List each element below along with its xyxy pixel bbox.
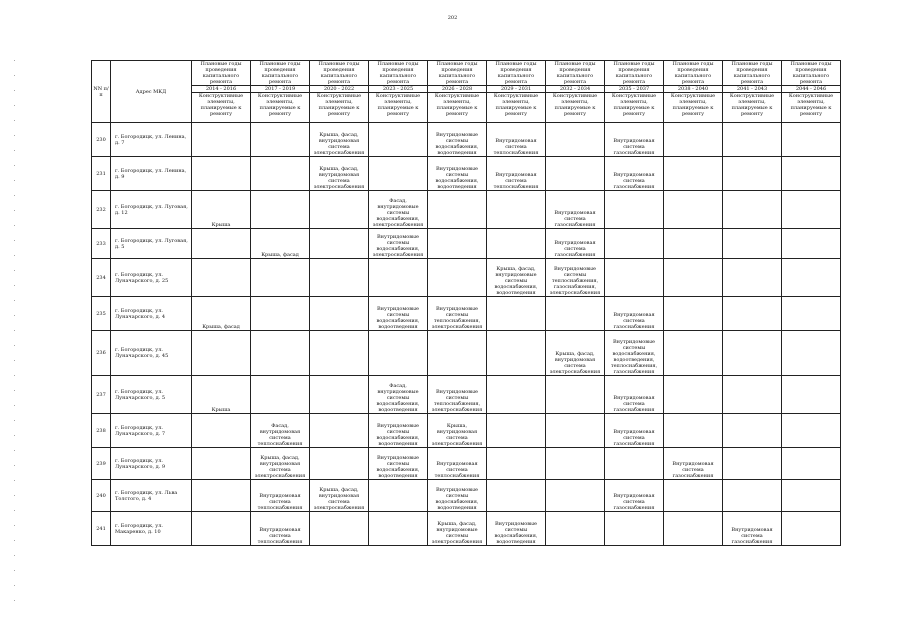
row-number: 233 xyxy=(92,229,111,259)
repair-elements-cell: Внутридомовая система теплоснабжения xyxy=(428,448,487,480)
repair-elements-cell xyxy=(192,229,251,259)
row-address: г. Богородицк, ул. Ленина, д. 7 xyxy=(111,123,192,157)
repair-elements-cell xyxy=(782,229,841,259)
repair-elements-cell xyxy=(546,376,605,414)
repair-elements-cell xyxy=(192,512,251,546)
row-address: г. Богородицк, ул. Луговая, д. 5 xyxy=(111,229,192,259)
table-row xyxy=(92,414,841,448)
header-period xyxy=(369,61,428,93)
repair-elements-cell xyxy=(310,512,369,546)
repair-elements-cell xyxy=(723,448,782,480)
repair-elements-cell xyxy=(782,414,841,448)
repair-elements-cell xyxy=(192,448,251,480)
repair-elements-cell: Внутридомовые системы водоснабжения, водоотведения xyxy=(369,297,428,331)
header-period xyxy=(546,61,605,93)
repair-elements-cell xyxy=(664,157,723,191)
repair-elements-cell: Внутридомовая система газоснабжения xyxy=(605,123,664,157)
header-elements-label: Конструктивные элементы, планируемые к ремонту xyxy=(428,93,487,123)
repair-elements-cell: Внутридомовая система газоснабжения xyxy=(605,297,664,331)
period-title: Плановые годы проведения капитального ремонта xyxy=(259,61,301,85)
row-number: 238 xyxy=(92,414,111,448)
repair-elements-cell: Крыша, внутридомовая система электроснабжения xyxy=(428,414,487,448)
period-years: 2044 - 2046 xyxy=(782,85,840,92)
table-row xyxy=(92,157,841,191)
repair-elements-cell: Крыша, фасад, внутридомовая система электроснабжения xyxy=(546,331,605,376)
repair-elements-cell xyxy=(546,512,605,546)
period-years: 2038 - 2040 xyxy=(664,85,722,92)
table-row xyxy=(92,512,841,546)
header-elements-label: Конструктивные элементы, планируемые к ремонту xyxy=(310,93,369,123)
repair-elements-cell xyxy=(782,259,841,297)
table-row xyxy=(92,376,841,414)
repair-elements-cell: Крыша, фасад, внутридомовые системы водоснабжения, водоотведения xyxy=(487,259,546,297)
repair-elements-cell xyxy=(782,331,841,376)
repair-elements-cell xyxy=(192,480,251,512)
repair-elements-cell: Внутридомовая система теплоснабжения xyxy=(487,157,546,191)
row-address: г. Богородицк, ул. Луначарского, д. 7 xyxy=(111,414,192,448)
header-elements-label: Конструктивные элементы, планируемые к ремонту xyxy=(546,93,605,123)
repair-elements-cell xyxy=(782,191,841,229)
repair-elements-cell xyxy=(310,376,369,414)
repair-elements-cell: Фасад, внутридомовая система теплоснабжения xyxy=(251,414,310,448)
repair-elements-cell: Внутридомовая система газоснабжения xyxy=(605,414,664,448)
repair-elements-cell xyxy=(723,480,782,512)
header-elements-label: Конструктивные элементы, планируемые к ремонту xyxy=(782,93,841,123)
repair-elements-cell: Внутридомовая система теплоснабжения xyxy=(487,123,546,157)
margin-marks xyxy=(14,60,16,615)
repair-elements-cell xyxy=(369,157,428,191)
repair-elements-cell xyxy=(782,123,841,157)
repair-elements-cell: Фасад, внутридомовые системы водоснабжения, электроснабжения xyxy=(369,191,428,229)
header-period xyxy=(251,61,310,93)
repair-elements-cell xyxy=(546,414,605,448)
row-number: 239 xyxy=(92,448,111,480)
repair-elements-cell xyxy=(428,331,487,376)
repair-elements-cell xyxy=(782,376,841,414)
period-title: Плановые годы проведения капитального ремонта xyxy=(200,61,242,85)
repair-elements-cell xyxy=(664,376,723,414)
header-elements-label: Конструктивные элементы, планируемые к ремонту xyxy=(487,93,546,123)
repair-elements-cell xyxy=(723,414,782,448)
repair-elements-cell xyxy=(723,157,782,191)
repair-elements-cell: Крыша, фасад, внутридомовая система электроснабжения xyxy=(251,448,310,480)
period-years: 2029 - 2031 xyxy=(487,85,545,92)
period-years: 2023 - 2025 xyxy=(369,85,427,92)
header-period xyxy=(428,61,487,93)
header-period xyxy=(192,61,251,93)
table-row xyxy=(92,229,841,259)
period-title: Плановые годы проведения капитального ремонта xyxy=(436,61,478,85)
repair-elements-cell: Внутридомовые системы водоснабжения, водоотведения, теплоснабжения, газоснабжения xyxy=(605,331,664,376)
header-elements-label: Конструктивные элементы, планируемые к ремонту xyxy=(723,93,782,123)
period-title: Плановые годы проведения капитального ремонта xyxy=(318,61,360,85)
repair-elements-cell xyxy=(723,191,782,229)
period-years: 2014 - 2016 xyxy=(192,85,250,92)
repair-elements-cell: Внутридомовая система газоснабжения xyxy=(605,480,664,512)
repair-elements-cell xyxy=(664,123,723,157)
repair-elements-cell xyxy=(192,157,251,191)
row-number: 230 xyxy=(92,123,111,157)
repair-elements-cell xyxy=(310,414,369,448)
repair-elements-cell xyxy=(782,157,841,191)
repair-elements-cell: Внутридомовые системы теплоснабжения, электроснабжения xyxy=(428,297,487,331)
repair-elements-cell: Крыша, фасад, внутридомовая система электроснабжения xyxy=(310,157,369,191)
header-period xyxy=(310,61,369,93)
repair-elements-cell xyxy=(251,157,310,191)
repair-elements-cell xyxy=(605,191,664,229)
row-address: г. Богородицк, ул. Ленина, д. 9 xyxy=(111,157,192,191)
repair-elements-cell xyxy=(192,331,251,376)
row-number: 236 xyxy=(92,331,111,376)
repair-elements-cell: Внутридомовая система газоснабжения xyxy=(723,512,782,546)
repair-elements-cell xyxy=(487,448,546,480)
period-years: 2026 - 2028 xyxy=(428,85,486,92)
row-number: 232 xyxy=(92,191,111,229)
repair-elements-cell xyxy=(251,123,310,157)
repair-elements-cell xyxy=(310,448,369,480)
repair-elements-cell xyxy=(310,229,369,259)
repair-elements-cell xyxy=(251,259,310,297)
header-elements-label: Конструктивные элементы, планируемые к ремонту xyxy=(251,93,310,123)
row-number: 234 xyxy=(92,259,111,297)
repair-elements-cell: Внутридомовые системы водоснабжения, водоотведения xyxy=(487,512,546,546)
repair-elements-cell xyxy=(664,331,723,376)
repair-elements-cell xyxy=(546,448,605,480)
repair-elements-cell xyxy=(428,191,487,229)
repair-elements-cell: Внутридомовые системы водоснабжения, водоотведения xyxy=(428,157,487,191)
row-number: 241 xyxy=(92,512,111,546)
repair-elements-cell xyxy=(192,123,251,157)
repair-elements-cell: Крыша, фасад, внутридомовая система электроснабжения xyxy=(310,480,369,512)
page-number: 202 xyxy=(447,15,458,21)
header-elements-label: Конструктивные элементы, планируемые к ремонту xyxy=(192,93,251,123)
repair-elements-cell xyxy=(251,297,310,331)
repair-elements-cell xyxy=(428,259,487,297)
repair-elements-cell xyxy=(487,376,546,414)
repair-elements-cell: Внутридомовые системы водоснабжения, водоотведения xyxy=(428,480,487,512)
header-period xyxy=(605,61,664,93)
repair-elements-cell xyxy=(782,480,841,512)
row-number: 231 xyxy=(92,157,111,191)
repair-elements-cell xyxy=(192,259,251,297)
row-address: г. Богородицк, ул. Луначарского, д. 25 xyxy=(111,259,192,297)
row-address: г. Богородицк, ул. Макаренко, д. 10 xyxy=(111,512,192,546)
repair-elements-cell: Крыша xyxy=(192,376,251,414)
repair-elements-cell xyxy=(310,331,369,376)
repair-elements-cell xyxy=(369,123,428,157)
repair-elements-cell xyxy=(310,259,369,297)
row-address: г. Богородицк, ул. Луначарского, д. 5 xyxy=(111,376,192,414)
repair-elements-cell xyxy=(251,376,310,414)
table-row xyxy=(92,191,841,229)
repair-elements-cell: Внутридомовая система газоснабжения xyxy=(546,229,605,259)
table-row xyxy=(92,259,841,297)
header-elements-label: Конструктивные элементы, планируемые к ремонту xyxy=(605,93,664,123)
row-number: 240 xyxy=(92,480,111,512)
header-row xyxy=(92,61,841,93)
repair-elements-cell: Крыша, фасад xyxy=(251,229,310,259)
table-row xyxy=(92,123,841,157)
period-years: 2032 - 2034 xyxy=(546,85,604,92)
repair-elements-cell: Внутридомовая система газоснабжения xyxy=(605,376,664,414)
header-elements-label: Конструктивные элементы, планируемые к ремонту xyxy=(369,93,428,123)
repair-elements-cell xyxy=(605,448,664,480)
repair-elements-cell xyxy=(369,259,428,297)
repair-elements-cell: Внутридомовые системы теплоснабжения, электроснабжения xyxy=(428,376,487,414)
period-title: Плановые годы проведения капитального ремонта xyxy=(731,61,773,85)
repair-elements-cell: Внутридомовые системы водоснабжения, электроснабжения xyxy=(369,229,428,259)
table-row xyxy=(92,331,841,376)
repair-elements-cell: Крыша, фасад, внутридомовые системы электроснабжения xyxy=(428,512,487,546)
period-title: Плановые годы проведения капитального ремонта xyxy=(495,61,537,85)
repair-elements-cell xyxy=(723,331,782,376)
repair-elements-cell: Крыша xyxy=(192,191,251,229)
repair-elements-cell xyxy=(251,331,310,376)
table-row xyxy=(92,297,841,331)
period-years: 2017 - 2019 xyxy=(251,85,309,92)
row-address: г. Богородицк, ул. Луговая, д. 12 xyxy=(111,191,192,229)
repair-elements-cell: Внутридомовые системы водоснабжения, водоотведения xyxy=(428,123,487,157)
header-elements-label: Конструктивные элементы, планируемые к ремонту xyxy=(664,93,723,123)
repair-elements-cell: Внутридомовая система газоснабжения xyxy=(546,191,605,229)
repair-elements-cell xyxy=(664,259,723,297)
repair-elements-cell: Внутридомовые системы водоснабжения, водоотведения xyxy=(369,448,428,480)
repair-elements-cell xyxy=(369,512,428,546)
header-period xyxy=(487,61,546,93)
repair-elements-cell: Крыша, фасад, внутридомовая система электроснабжения xyxy=(310,123,369,157)
header-period xyxy=(782,61,841,93)
header-num: NN п/п xyxy=(92,61,111,123)
repair-elements-cell xyxy=(723,297,782,331)
period-years: 2020 - 2022 xyxy=(310,85,368,92)
repair-elements-cell xyxy=(310,297,369,331)
row-number: 235 xyxy=(92,297,111,331)
repair-elements-cell: Крыша, фасад xyxy=(192,297,251,331)
repair-elements-cell xyxy=(605,259,664,297)
repair-elements-cell xyxy=(487,229,546,259)
repair-elements-cell: Фасад, внутридомовые системы водоснабжения, водоотведения xyxy=(369,376,428,414)
repair-elements-cell xyxy=(546,123,605,157)
table-row xyxy=(92,448,841,480)
repair-elements-cell xyxy=(664,297,723,331)
row-address: г. Богородицк, ул. Луначарского, д. 9 xyxy=(111,448,192,480)
repair-elements-cell: Внутридомовая система газоснабжения xyxy=(664,448,723,480)
row-address: г. Богородицк, ул. Льва Толстого, д. 4 xyxy=(111,480,192,512)
period-years: 2035 - 2037 xyxy=(605,85,663,92)
repair-elements-cell xyxy=(664,191,723,229)
repair-elements-cell: Внутридомовая система теплоснабжения xyxy=(251,512,310,546)
repair-elements-cell xyxy=(782,448,841,480)
header-subrow xyxy=(92,93,841,123)
header-address: Адрес МКД xyxy=(111,61,192,123)
period-title: Плановые годы проведения капитального ремонта xyxy=(672,61,714,85)
table-row xyxy=(92,480,841,512)
repair-elements-cell: Внутридомовые системы водоснабжения, водоотведения xyxy=(369,414,428,448)
repair-elements-cell xyxy=(664,414,723,448)
row-number: 237 xyxy=(92,376,111,414)
repair-elements-cell xyxy=(251,191,310,229)
repair-elements-cell xyxy=(310,191,369,229)
repair-elements-cell xyxy=(487,480,546,512)
repair-elements-cell xyxy=(546,480,605,512)
repair-elements-cell xyxy=(546,157,605,191)
repair-elements-cell xyxy=(664,229,723,259)
repair-elements-cell xyxy=(369,331,428,376)
repair-elements-cell xyxy=(369,480,428,512)
repair-elements-cell xyxy=(428,229,487,259)
period-title: Плановые годы проведения капитального ремонта xyxy=(377,61,419,85)
repair-elements-cell xyxy=(782,512,841,546)
repair-elements-cell xyxy=(723,376,782,414)
repair-elements-cell xyxy=(605,512,664,546)
repair-elements-cell xyxy=(192,414,251,448)
repair-elements-cell: Внутридомовая система газоснабжения xyxy=(605,157,664,191)
repair-elements-cell xyxy=(782,297,841,331)
repair-elements-cell: Внутридомовая система теплоснабжения xyxy=(251,480,310,512)
repair-elements-cell xyxy=(546,297,605,331)
repair-elements-cell xyxy=(487,414,546,448)
repair-elements-cell xyxy=(723,229,782,259)
period-title: Плановые годы проведения капитального ремонта xyxy=(790,61,832,85)
repair-elements-cell: Внутридомовые системы теплоснабжения, газоснабжения, электроснабжения xyxy=(546,259,605,297)
period-title: Плановые годы проведения капитального ремонта xyxy=(554,61,596,85)
period-years: 2041 - 2043 xyxy=(723,85,781,92)
header-period xyxy=(723,61,782,93)
repair-elements-cell xyxy=(487,297,546,331)
repair-elements-cell xyxy=(723,123,782,157)
repair-elements-cell xyxy=(723,259,782,297)
period-title: Плановые годы проведения капитального ремонта xyxy=(613,61,655,85)
repair-elements-cell xyxy=(664,480,723,512)
row-address: г. Богородицк, ул. Луначарского, д. 45 xyxy=(111,331,192,376)
row-address: г. Богородицк, ул. Луначарского, д. 4 xyxy=(111,297,192,331)
header-period xyxy=(664,61,723,93)
repair-elements-cell xyxy=(664,512,723,546)
capital-repair-table xyxy=(91,60,841,546)
repair-elements-cell xyxy=(487,331,546,376)
repair-elements-cell xyxy=(487,191,546,229)
repair-elements-cell xyxy=(605,229,664,259)
